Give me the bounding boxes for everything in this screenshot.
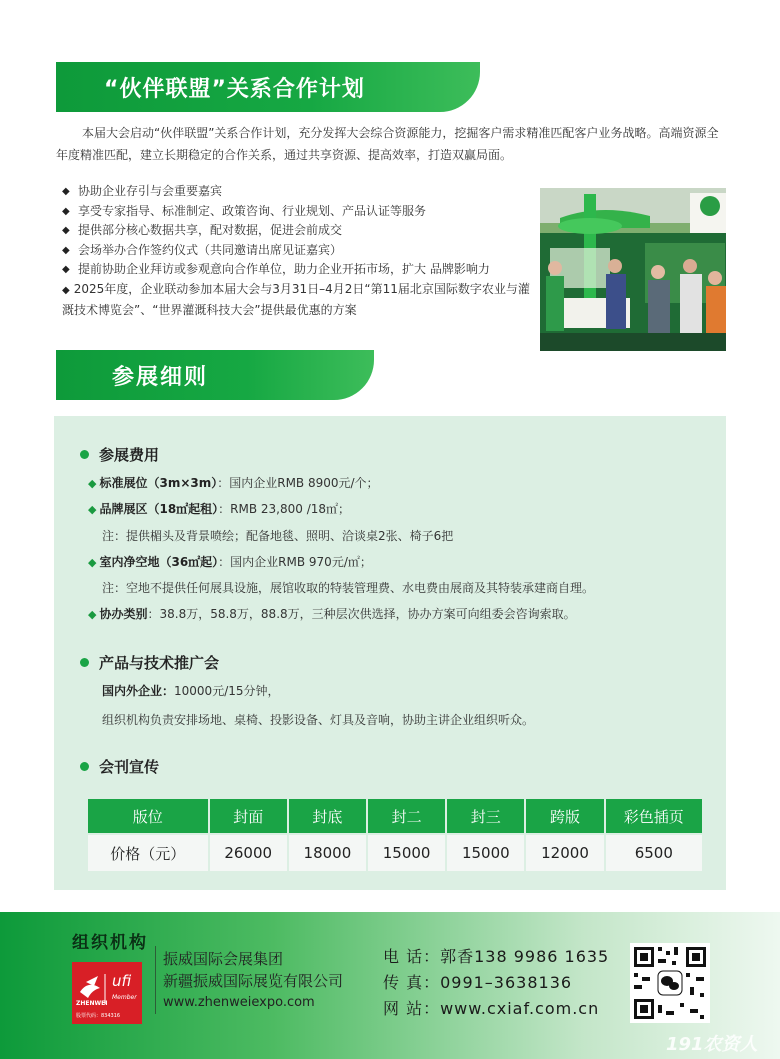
organizer-title: 组织机构 (72, 933, 148, 953)
table-header-cell: 封三 (447, 799, 524, 833)
partner-bullet-list (62, 182, 532, 320)
diamond-icon: ◆ (62, 225, 70, 237)
table-header-row (88, 799, 702, 833)
diamond-icon: ◆ (88, 477, 97, 490)
promo-note: 组织机构负责安排场地、桌椅、投影设备、灯具及音响，协助主讲企业组织听众。 (102, 713, 535, 727)
table-cell: 价格（元） (88, 833, 208, 871)
logo-sub: ZHENWEI (76, 1000, 108, 1007)
table-cell: 6500 (606, 833, 702, 871)
contact-website[interactable]: 网 站：www.cxiaf.com.cn (383, 999, 600, 1018)
table-cell: 15000 (368, 833, 445, 871)
contact-fax: 传 真：0991–3638136 (383, 973, 573, 992)
table-cell: 18000 (289, 833, 366, 871)
qr-code (630, 943, 710, 1023)
qr-code-icon (630, 943, 710, 1023)
contact-info (383, 944, 609, 1022)
fee-raw-space: ◆ 室内净空地（36㎡起）：国内企业RMB 970元/㎡； (88, 555, 372, 569)
fee-brand-zone: ◆ 品牌展区（18㎡起租）：RMB 23,800 /18㎡； (88, 502, 351, 516)
fee-co-organizer: ◆ 协办类别：38.8万，58.8万，88.8万，三种层次供选择，协办方案可向组委会咨询索取。 (88, 607, 576, 621)
list-item: ◆ 提前协助企业拜访或参观意向合作单位，助力企业开拓市场，扩大 品牌影响力 (62, 260, 532, 280)
diamond-icon: ◆ (88, 608, 97, 621)
table-cell: 12000 (526, 833, 603, 871)
fee-raw-note: 注：空地不提供任何展具设施，展馆收取的特装管理费、水电费由展商及其特装承建商自理。 (102, 581, 595, 595)
table-header-cell: 封底 (289, 799, 366, 833)
fees-heading: 参展费用 (80, 444, 159, 465)
organizer-website[interactable]: www.zhenweiexpo.com (163, 995, 315, 1010)
diamond-icon: ◆ (62, 284, 70, 296)
diamond-icon: ◆ (88, 503, 97, 516)
bullet-dot-icon (80, 450, 89, 459)
bullet-dot-icon (80, 762, 89, 771)
diamond-icon: ◆ (62, 264, 70, 276)
partner-section-banner (56, 62, 480, 112)
list-item: ◆ 2025年度，企业联动参加本届大会与3月31日–4月2日“第11届北京国际数字农业与灌溉技术博览会”、“世界灌溉科技大会”提供最优惠的方案 (62, 281, 530, 317)
table-cell: 15000 (447, 833, 524, 871)
table-header-cell: 封面 (210, 799, 287, 833)
partner-section-title: “伙伴联盟”关系合作计划 (104, 76, 365, 102)
ads-price-table (86, 799, 704, 871)
fee-brand-note: 注：提供楣头及背景喷绘；配备地毯、照明、洽谈桌2张、椅子6把 (102, 529, 454, 543)
diamond-icon: ◆ (88, 556, 97, 569)
list-item: ◆ 协助企业存引与会重要嘉宾 (62, 182, 532, 202)
logo-code: 股票代码：834316 (76, 1013, 121, 1019)
table-header-cell: 版位 (88, 799, 208, 833)
table-header-cell: 彩色插页 (606, 799, 702, 833)
table-header-cell: 封二 (368, 799, 445, 833)
promo-heading: 产品与技术推广会 (80, 652, 219, 673)
ads-heading: 会刊宣传 (80, 756, 159, 777)
table-header-cell: 跨版 (526, 799, 603, 833)
fee-standard-booth: ◆ 标准展位（3m×3m）：国内企业RMB 8900元/个； (88, 476, 379, 490)
diamond-icon: ◆ (62, 205, 70, 217)
table-cell: 26000 (210, 833, 287, 871)
diamond-icon: ◆ (62, 186, 70, 197)
ufi-logo (72, 962, 142, 1024)
exhibition-photo (540, 188, 726, 351)
logo-member: Member (112, 994, 137, 1001)
diamond-icon: ◆ (62, 244, 70, 256)
list-item: ◆ 会场举办合作签约仪式（共同邀请出席见证嘉宾） (62, 241, 532, 261)
watermark: 191农资人 (666, 1034, 758, 1055)
promo-price: 国内外企业：10000元/15分钟， (102, 684, 280, 698)
partner-intro: 本届大会启动“伙伴联盟”关系合作计划，充分发挥大会综合资源能力，挖掘客户需求精准匹配客户业务战略。高端资源全年度精准匹配，建立长期稳定的合作关系，通过共享资源、提高效率，打造双赢局面。 (56, 126, 719, 162)
rules-section-title: 参展细则 (112, 364, 209, 390)
exhibition-booth-illustration (540, 188, 726, 351)
organizer-company: 新疆振威国际展览有限公司 (163, 972, 344, 990)
organizer-group: 振威国际会展集团 (163, 950, 284, 968)
rules-section-banner (56, 350, 374, 400)
list-item: ◆ 享受专家指导、标准制定、政策咨询、行业规划、产品认证等服务 (62, 202, 532, 222)
contact-phone: 电 话：郭香138 9986 1635 (383, 947, 610, 966)
bullet-dot-icon (80, 658, 89, 667)
list-item: ◆ 提供部分核心数据共享，配对数据，促进会前成交 (62, 221, 532, 241)
table-row (88, 833, 702, 871)
logo-brand: ufi (112, 972, 132, 990)
footer-divider (155, 946, 156, 1014)
organizer-list (163, 948, 343, 1014)
